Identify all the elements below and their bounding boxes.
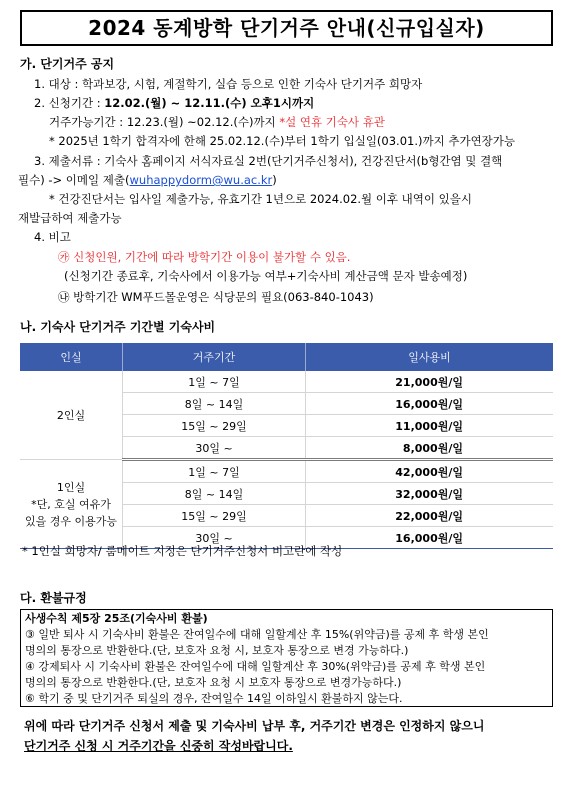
fee-cell: 21,000원/일 xyxy=(306,371,554,393)
room-type-double xyxy=(20,371,123,460)
freshman-extension-note: * 2025년 1학기 합격자에 한해 25.02.12.(수)부터 1학기 입실일(03.01.)까지 추가연장가능 xyxy=(49,134,516,148)
period-cell: 30일 ~ xyxy=(123,437,306,460)
room-type-label: 2인실 xyxy=(56,408,86,422)
fee-cell: 22,000원/일 xyxy=(306,505,554,527)
table-footnote: * 1인실 희망자/ 룸메이트 지정은 단기거주신청서 비고란에 작성 xyxy=(22,544,343,558)
remark-2-text: 방학기간 WM푸드몰운영은 식당문의 필요(063-840-1043) xyxy=(73,290,374,304)
period-cell: 15일 ~ 29일 xyxy=(123,415,306,437)
page-title: 2024 동계방학 단기거주 안내(신규입실자) xyxy=(20,10,553,46)
period-cell: 8일 ~ 14일 xyxy=(123,393,306,415)
fee-cell: 32,000원/일 xyxy=(306,483,554,505)
period-cell: 8일 ~ 14일 xyxy=(123,483,306,505)
refund-rule-line: 명의의 통장으로 반환한다.(단, 보호자 요청 시, 보호자 통장으로 변경 가능하다.) xyxy=(25,644,409,657)
fee-cell: 16,000원/일 xyxy=(306,527,554,549)
section-b-heading: 나. 기숙사 단기거주 기간별 기숙사비 xyxy=(20,320,216,334)
target-item: 1. 대상 : 학과보강, 시험, 계절학기, 실습 등으로 인한 기숙사 단기거주 희망자 xyxy=(34,77,423,91)
remark-1-sub: (신청기간 종료후, 기숙사에서 이용가능 여부+기숙사비 계산금액 문자 발송예정) xyxy=(64,269,468,283)
fee-table xyxy=(20,343,553,549)
email-link[interactable]: wuhappydorm@wu.ac.kr xyxy=(129,173,273,187)
closing-notice-cont: 단기거주 신청 시 거주기간을 신중히 작성바랍니다. xyxy=(24,739,293,753)
refund-rule-line: 명의의 통장으로 반환한다.(단, 보호자 요청 시 보호자 통장으로 변경가능하다.) xyxy=(25,676,402,689)
period-cell: 15일 ~ 29일 xyxy=(123,505,306,527)
table-row xyxy=(20,460,553,483)
fee-cell: 42,000원/일 xyxy=(306,460,554,483)
documents-item: 3. 제출서류 : 기숙사 홈페이지 서식자료실 2번(단기거주신청서), 건강진단서(b형간염 및 결핵 xyxy=(34,154,503,168)
application-period-value: 12.02.(월) ~ 12.11.(수) 오후1시까지 xyxy=(104,96,315,110)
closing-notice: 위에 따라 단기거주 신청서 제출 및 기숙사비 납부 후, 거주기간 변경은 인정하지 않으니 xyxy=(24,719,485,733)
documents-item-cont xyxy=(18,173,277,188)
stay-period-item xyxy=(49,115,385,130)
remarks-item: 4. 비고 xyxy=(34,230,71,244)
fee-table-header xyxy=(20,343,553,371)
remark-1 xyxy=(58,250,350,265)
application-period-item xyxy=(34,96,314,111)
room-type-label: 1인실 xyxy=(56,480,86,494)
application-period-label: 2. 신청기간 : xyxy=(34,96,105,110)
remark-2 xyxy=(58,290,374,305)
refund-rule-line: ⑥ 학기 중 및 단기거주 퇴실의 경우, 잔여일수 14일 이하일시 환불하지 않는다. xyxy=(25,692,403,705)
email-label: 필수) -> 이메일 제출( xyxy=(18,173,130,187)
refund-rules-box xyxy=(20,609,553,707)
room-type-condition-cont: 있을 경우 이용가능 xyxy=(24,514,117,528)
column-room-type: 인실 xyxy=(20,343,123,371)
refund-rule-line: ④ 강제퇴사 시 기숙사비 환불은 잔여일수에 대해 일할계산 후 30%(위약금)를 공제 후 학생 본인 xyxy=(25,660,486,673)
remark-1-marker: ㉮ xyxy=(58,250,70,264)
table-row xyxy=(20,371,553,393)
fee-cell: 16,000원/일 xyxy=(306,393,554,415)
stay-period-text: 거주가능기간 : 12.23.(월) ~02.12.(수)까지 xyxy=(49,115,280,129)
column-stay-period: 거주기간 xyxy=(123,343,306,371)
health-cert-note-cont: 재발급하여 제출가능 xyxy=(18,211,122,225)
holiday-closure-note: *설 연휴 기숙사 휴관 xyxy=(279,115,385,129)
section-c-heading: 다. 환불규정 xyxy=(20,591,87,605)
room-type-condition: *단, 호실 여유가 xyxy=(31,497,111,511)
health-cert-note: * 건강진단서는 입사일 제출가능, 유효기간 1년으로 2024.02.월 이후 내역이 있을시 xyxy=(49,192,472,206)
column-daily-fee: 일사용비 xyxy=(306,343,554,371)
email-suffix: ) xyxy=(272,173,277,187)
period-cell: 1일 ~ 7일 xyxy=(123,371,306,393)
refund-rule-title: 사생수칙 제5장 25조(기숙사비 환불) xyxy=(25,612,208,625)
period-cell: 1일 ~ 7일 xyxy=(123,460,306,483)
remark-1-text: 신청인원, 기간에 따라 방학기간 이용이 불가할 수 있음. xyxy=(73,250,351,264)
refund-rule-line: ③ 일반 퇴사 시 기숙사비 환불은 잔여일수에 대해 일할계산 후 15%(위약금)를 공제 후 학생 본인 xyxy=(25,628,489,641)
period-cell: 30일 ~ xyxy=(123,527,306,549)
room-type-single xyxy=(20,460,123,549)
fee-cell: 8,000원/일 xyxy=(306,437,554,460)
fee-cell: 11,000원/일 xyxy=(306,415,554,437)
section-a-heading: 가. 단기거주 공지 xyxy=(20,57,115,71)
remark-2-marker: ㉯ xyxy=(58,290,70,304)
